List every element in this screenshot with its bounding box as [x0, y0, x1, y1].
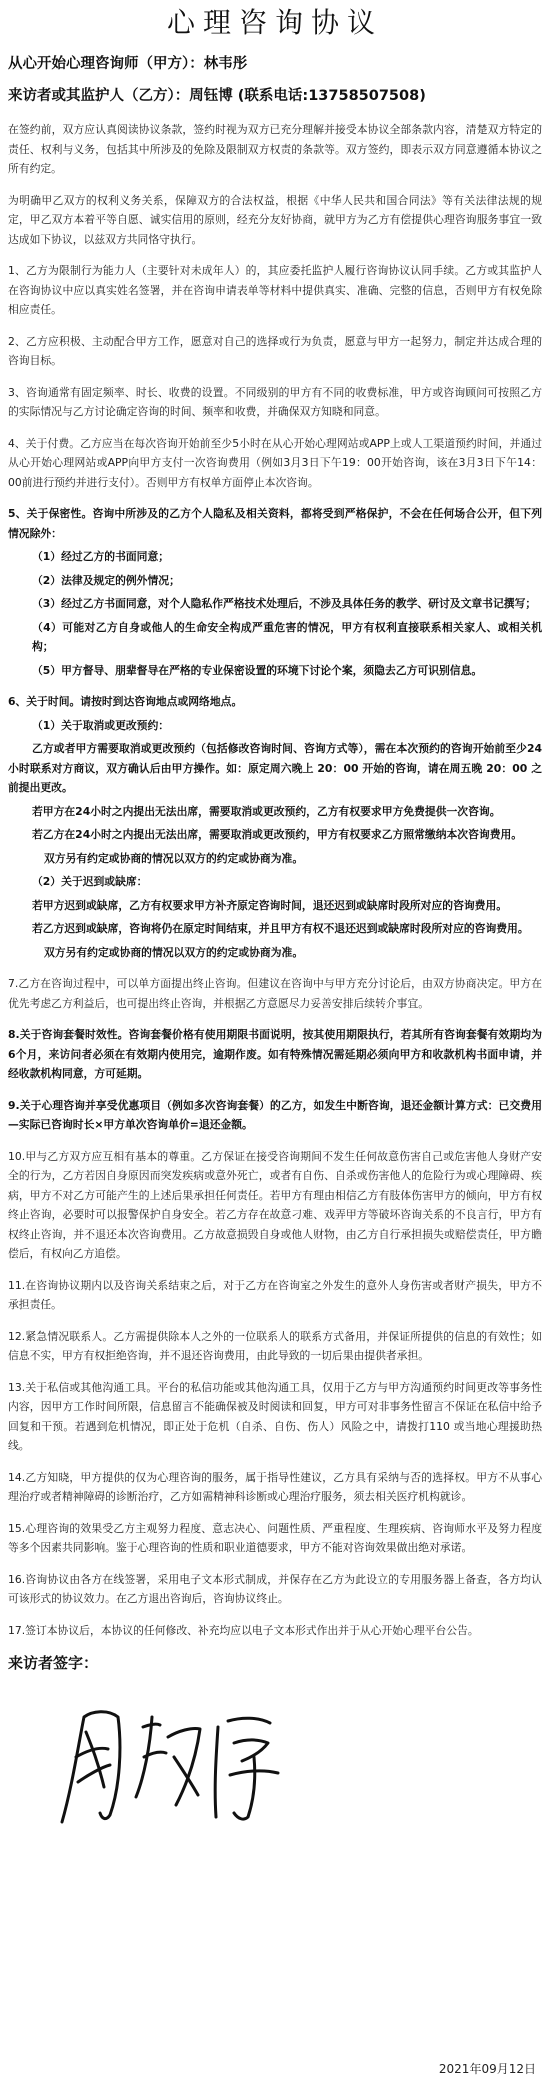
clause-6-sub-1-client: 若乙方在24小时之内提出无法出席，需要取消或更改预约，甲方有权要求乙方照常缴纳本次咨询费用。 — [32, 828, 523, 841]
clause-6-sub-2-client: 若乙方迟到或缺席，咨询将仍在原定时间结束，并且甲方有权不退还迟到或缺席时段所对应的咨询费用。 — [32, 922, 529, 935]
clause-16: 16.咨询协议由各方在线签署，采用电子文本形式制成，并保存在乙方为此设立的专用服务器上备查，各方均认可该形式的协议效力。在乙方退出咨询后，咨询协议终止。 — [8, 1572, 542, 1605]
clause-6: 6、关于时间。请按时到达咨询地点或网络地点。 — [8, 695, 243, 708]
clause-6-sub-2-note: 双方另有约定或协商的情况以双方的约定或协商为准。 — [44, 945, 304, 959]
clause-5-item-3: （3）经过乙方书面同意，对个人隐私作严格技术处理后，不涉及具体任务的教学、研讨及文章书记撰写； — [32, 597, 537, 610]
client-line: 来访者或其监护人（乙方）：周钰博 (联系电话:13758507508) — [8, 88, 426, 104]
counselor-line: 从心开始心理咨询师（甲方）：林韦彤 — [8, 56, 248, 72]
clause-5-item-4: （4）可能对乙方自身或他人的生命安全构成严重危害的情况，甲方有权利直接联系相关家人、或相关机构； — [32, 620, 542, 653]
handwritten-signature — [48, 1687, 288, 1837]
clause-13: 13.关于私信或其他沟通工具。平台的私信功能或其他沟通工具，仅用于乙方与甲方沟通预约时间更改等事务性内容，因甲方工作时间所限，信息留言不能确保被及时阅读和回复，甲方可对非事务性留言不保证在私信中给予回复和干预。若遇到危机情况，即正处于危机（自杀、自伤、伤人）风险之中，请拨打110 或当地心理援助热线。 — [8, 1380, 542, 1452]
clause-17: 17.签订本协议后，本协议的任何修改、补充均应以电子文本形式作出并于从心开始心理平台公告。 — [8, 1623, 479, 1637]
clause-4: 4、关于付费。乙方应当在每次咨询开始前至少5小时在从心开始心理网站或APP上或人工渠道预约时间，并通过从心开始心理网站或APP向甲方支付一次咨询费用（例如3月3日下午19：00开始咨询，该在3月3日下午14：00前进行预约并进行支付）。否则甲方有权单方面停止本次咨询。 — [8, 436, 542, 489]
clause-6-sub-2-counselor: 若甲方迟到或缺席，乙方有权要求甲方补齐原定咨询时间，退还迟到或缺席时段所对应的咨询费用。 — [32, 898, 508, 912]
signing-date: 2021年09月12日 — [438, 2062, 536, 2076]
clause-12: 12.紧急情况联系人。乙方需提供除本人之外的一位联系人的联系方式备用，并保证所提供的信息的有效性；如信息不实，甲方有权拒绝咨询，并不退还咨询费用，由此导致的一切后果由提供者承担。 — [8, 1329, 542, 1362]
paragraph-purpose: 为明确甲乙双方的权利义务关系，保障双方的合法权益，根据《中华人民共和国合同法》等有关法律法规的规定，甲乙双方本着平等自愿、诚实信用的原则，经充分友好协商，就甲方为乙方有偿提供心理咨询服务事宜一致达成如下协议，以兹双方共同恪守执行。 — [8, 193, 542, 246]
clause-15: 15.心理咨询的效果受乙方主观努力程度、意志决心、问题性质、严重程度、生理疾病、咨询师水平及努力程度等多个因素共同影响。鉴于心理咨询的性质和职业道德要求，甲方不能对咨询效果做出绝对承诺。 — [8, 1521, 542, 1554]
clause-10: 10.甲与乙方双方应互相有基本的尊重。乙方保证在接受咨询期间不发生任何故意伤害自己或危害他人身财产安全的行为，乙方若因自身原因而突发疾病或意外死亡，或者有自伤、自杀或伤害他人的危险行为或心理障碍、疾病，甲方不对乙方可能产生的上述后果承担任何责任。若甲方有理由相信乙方有肢体伤害甲方的倾向，甲方有权终止咨询，必要时可以报警保护自身安全。若乙方存在故意刁难、戏弄甲方等破坏咨询关系的不良言行，甲方有权终止咨询，并不退还本次咨询费用。乙方故意损毁自身或他人财物，由乙方自行承担损失或赔偿责任，甲方瞻偿后，有权向乙方追偿。 — [8, 1149, 542, 1260]
clause-5-item-1: （1）经过乙方的书面同意； — [32, 550, 170, 563]
clause-3: 3、咨询通常有固定频率、时长、收费的设置。不同级别的甲方有不同的收费标准，甲方或咨询顾问可按照乙方的实际情况与乙方讨论确定咨询的时间、频率和收费，并确保双方知晓和同意。 — [8, 385, 542, 418]
clause-5: 5、关于保密性。咨询中所涉及的乙方个人隐私及相关资料，都将受到严格保护，不会在任何场合公开，但下列情况除外： — [8, 507, 542, 540]
clause-11: 11.在咨询协议期内以及咨询关系结束之后，对于乙方在咨询室之外发生的意外人身伤害或者财产损失，甲方不承担责任。 — [8, 1278, 542, 1311]
clause-2: 2、乙方应积极、主动配合甲方工作，愿意对自己的选择或行为负责，愿意与甲方一起努力，制定并达成合理的咨询目标。 — [8, 334, 542, 367]
clause-6-sub-1-note: 双方另有约定或协商的情况以双方的约定或协商为准。 — [44, 851, 304, 865]
paragraph-intro: 在签约前，双方应认真阅读协议条款，签约时视为双方已充分理解并接受本协议全部条款内容，清楚双方特定的责任、权利与义务，包括其中所涉及的免除及限制双方权责的条款等。双方签约，即表示双方同意遵循本协议之所有约定。 — [8, 123, 542, 175]
clause-9: 9.关于心理咨询并享受优惠项目（例如多次咨询套餐）的乙方，如发生中断咨询，退还金额计算方式：已交费用—实际已咨询时长×甲方单次咨询单价=退还金额。 — [8, 1098, 542, 1131]
clause-14: 14.乙方知晓，甲方提供的仅为心理咨询的服务，属于指导性建议，乙方具有采纳与否的选择权。甲方不从事心理治疗或者精神障碍的诊断治疗，乙方如需精神科诊断或心理治疗服务，须去相关医疗机构就诊。 — [8, 1470, 542, 1503]
agreement-body — [8, 120, 542, 1640]
clause-6-sub-1-counselor: 若甲方在24小时之内提出无法出席，需要取消或更改预约，乙方有权要求甲方免费提供一次咨询。 — [32, 804, 501, 818]
clause-1: 1、乙方为限制行为能力人（主要针对未成年人）的，其应委托监护人履行咨询协议认同手续。乙方或其监护人在咨询协议中应以真实姓名签署，并在咨询申请表单等材料中提供真实、准确、完整的信息，否则甲方有权免除相应责任。 — [8, 264, 542, 316]
signature-label: 来访者签字： — [8, 1654, 99, 1672]
clause-7: 7.乙方在咨询过程中，可以单方面提出终止咨询。但建议在咨询中与甲方充分讨论后，由双方协商决定。甲方在优先考虑乙方利益后，也可提出终止咨询，并根据乙方意愿尽力妥善安排后续转介事宜。 — [8, 977, 542, 1010]
clause-8: 8.关于咨询套餐时效性。咨询套餐价格有使用期限书面说明，按其使用期限执行，若其所有咨询套餐有效期均为6个月，来访问者必须在有效期内使用完，逾期作废。如有特殊情况需延期必须向甲方和收款机构书面申请，并经收款机构同意，方可延期。 — [8, 1028, 542, 1080]
clause-5-item-5: （5）甲方督导、朋辈督导在严格的专业保密设置的环境下讨论个案，须隐去乙方可识别信息。 — [32, 663, 483, 677]
clause-5-item-2: （2）法律及规定的例外情况； — [32, 573, 180, 587]
clause-6-sub-2: （2）关于迟到或缺席： — [32, 875, 148, 888]
clause-6-sub-1-text: 乙方或者甲方需要取消或更改预约（包括修改咨询时间、咨询方式等），需在本次预约的咨询开始前至少24小时联系对方商议，双方确认后由甲方操作。如：原定周六晚上 20：00 开始的咨询，请在周五晚 20：00 之前提出更改。 — [8, 742, 542, 794]
clause-6-sub-1: （1）关于取消或更改预约： — [32, 718, 170, 732]
page-title: 心理咨询协议 — [166, 6, 383, 39]
